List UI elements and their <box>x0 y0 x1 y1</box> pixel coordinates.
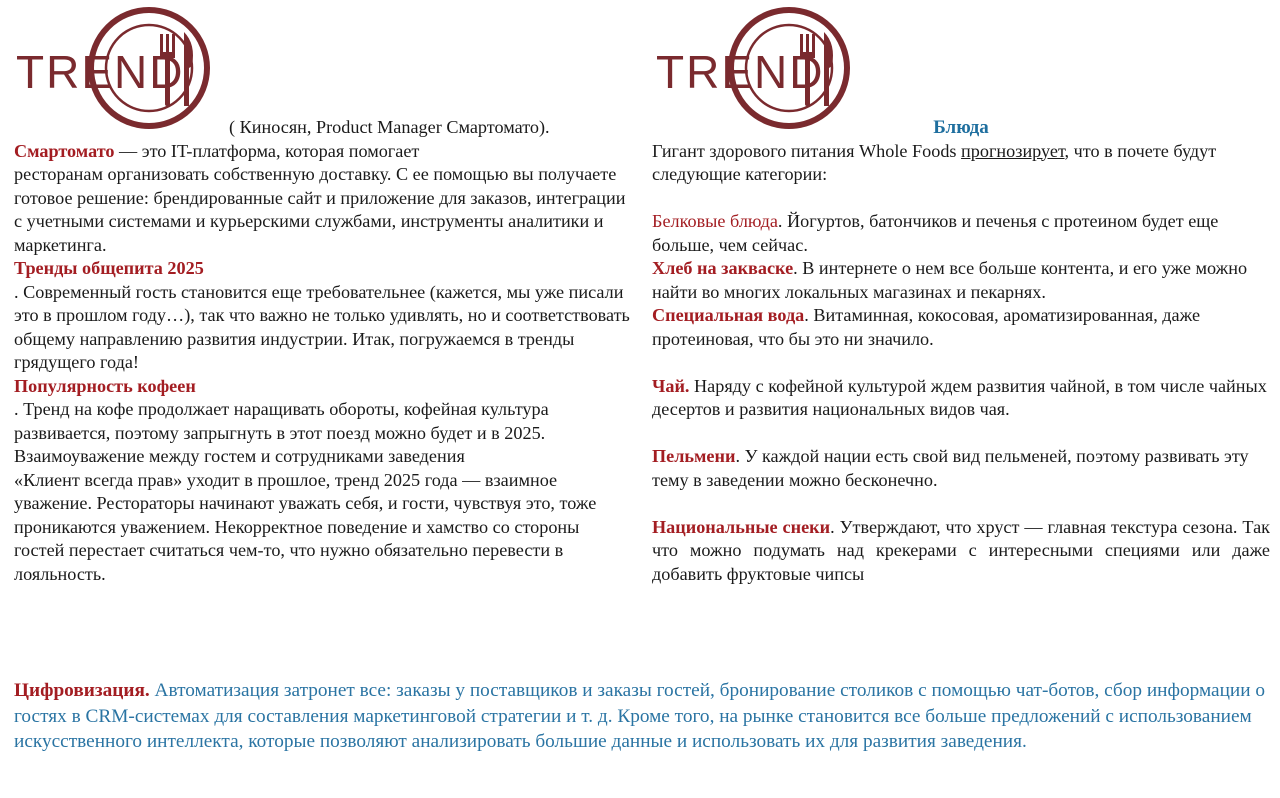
snacks-paragraph <box>652 516 1270 587</box>
coffee-heading: Популярность кофеен <box>14 375 196 396</box>
digitalization-paragraph <box>14 678 1270 755</box>
smartomato-text-2: ресторанам организовать собственную доставку. С ее помощью вы получаете готовое решение: брендированные сайт и приложение для заказов, интеграции с учетными системами и курьерскими службами, инструменты аналитики и маркетинга. <box>14 164 626 255</box>
dumplings-paragraph <box>652 445 1270 492</box>
water-text: . Витаминная, кокосовая, ароматизированная, даже протеиновая, что бы это ни значило. <box>652 305 1201 349</box>
dumplings-text: . У каждой нации есть свой вид пельменей, поэтому развивать эту тему в заведении можно бесконечно. <box>652 446 1249 490</box>
respect-title: Взаимоуважение между гостем и сотрудниками заведения <box>14 446 465 466</box>
intro-text-2: , что в почете будут следующие категории: <box>652 140 1217 184</box>
smartomato-term: Смартомато <box>14 140 115 161</box>
water-paragraph <box>652 304 1270 351</box>
water-term: Специальная вода <box>652 305 805 325</box>
coffee-text: . Тренд на кофе продолжает наращивать обороты, кофейная культура развивается, поэтому запрыгнуть в этот поезд можно будет и в 2025. <box>14 399 549 443</box>
protein-paragraph <box>652 210 1270 257</box>
snacks-term: Национальные снеки <box>652 516 831 537</box>
trends-text: . Современный гость становится еще требовательнее (кажется, мы уже писали это в прошлом году…), так что важно не только удивлять, но и соответствовать общему направлению развития индустрии. Итак, погружаемся в тренды грядущего года! <box>14 281 630 372</box>
respect-text: «Клиент всегда прав» уходит в прошлое, тренд 2025 года — взаимное уважение. Рестораторы начинают уважать себя, и гости, чувствуя это, тоже проникаются уважением. Некорректное поведение и хамство со стороны гостей перестает считаться чем-то, что нужно обязательно перевести в лояльность. <box>14 469 597 584</box>
logo-text: TREND <box>16 46 185 98</box>
bread-paragraph <box>652 257 1270 304</box>
tea-paragraph <box>652 375 1270 422</box>
digitalization-text: Автоматизация затронет все: заказы у поставщиков и заказы гостей, бронирование столиков с помощью чат-ботов, сбор информации о гостях в CRM-системах для составления маркетинговой стратегии и т. д. Кроме того, на рынке становится все больше предложений с использованием искусственного интеллекта, которые позволяют анализировать большие данные и использовать их для развития заведения. <box>14 680 1265 753</box>
protein-text: . Йогуртов, батончиков и печенья с протеином будет еще больше, чем сейчас. <box>652 211 1219 255</box>
tea-text: Наряду с кофейной культурой ждем развития чайной, в том числе чайных десертов и развития национальных видов чая. <box>652 375 1267 419</box>
caption: ( Киносян, Product Manager Смартомато). <box>229 117 550 137</box>
tea-term: Чай. <box>652 375 690 396</box>
left-column <box>14 116 634 586</box>
logo-text: TREND <box>656 46 825 98</box>
trends-heading: Тренды общепита 2025 <box>14 258 204 278</box>
right-column <box>652 116 1270 586</box>
intro-paragraph <box>652 140 1270 187</box>
trend-logo-left <box>14 4 214 132</box>
snacks-text: . Утверждают, что хруст — главная текстура сезона. Так что можно подумать над крекерами с интересными специями или даже добавить фруктовые чипсы <box>652 516 1270 584</box>
digitalization-term: Цифровизация. <box>14 680 150 701</box>
trend-logo-right <box>654 4 854 132</box>
fork-knife-icon <box>654 4 854 132</box>
intro-text-1: Гигант здорового питания Whole Foods <box>652 140 962 161</box>
smartomato-text-1: — это IT-платформа, которая помогает <box>114 140 420 161</box>
dishes-heading: Блюда <box>933 117 989 138</box>
dumplings-term: Пельмени <box>652 446 736 466</box>
bread-term: Хлеб на закваске <box>652 258 794 278</box>
forecast-link[interactable]: прогнозирует <box>961 140 1065 161</box>
fork-knife-icon <box>14 4 214 132</box>
bread-text: . В интернете о нем все больше контента, и его уже можно найти во многих локальных магазинах и пекарнях. <box>652 258 1248 302</box>
protein-term: Белковые блюда <box>652 211 778 231</box>
smartomato-paragraph <box>14 140 634 258</box>
